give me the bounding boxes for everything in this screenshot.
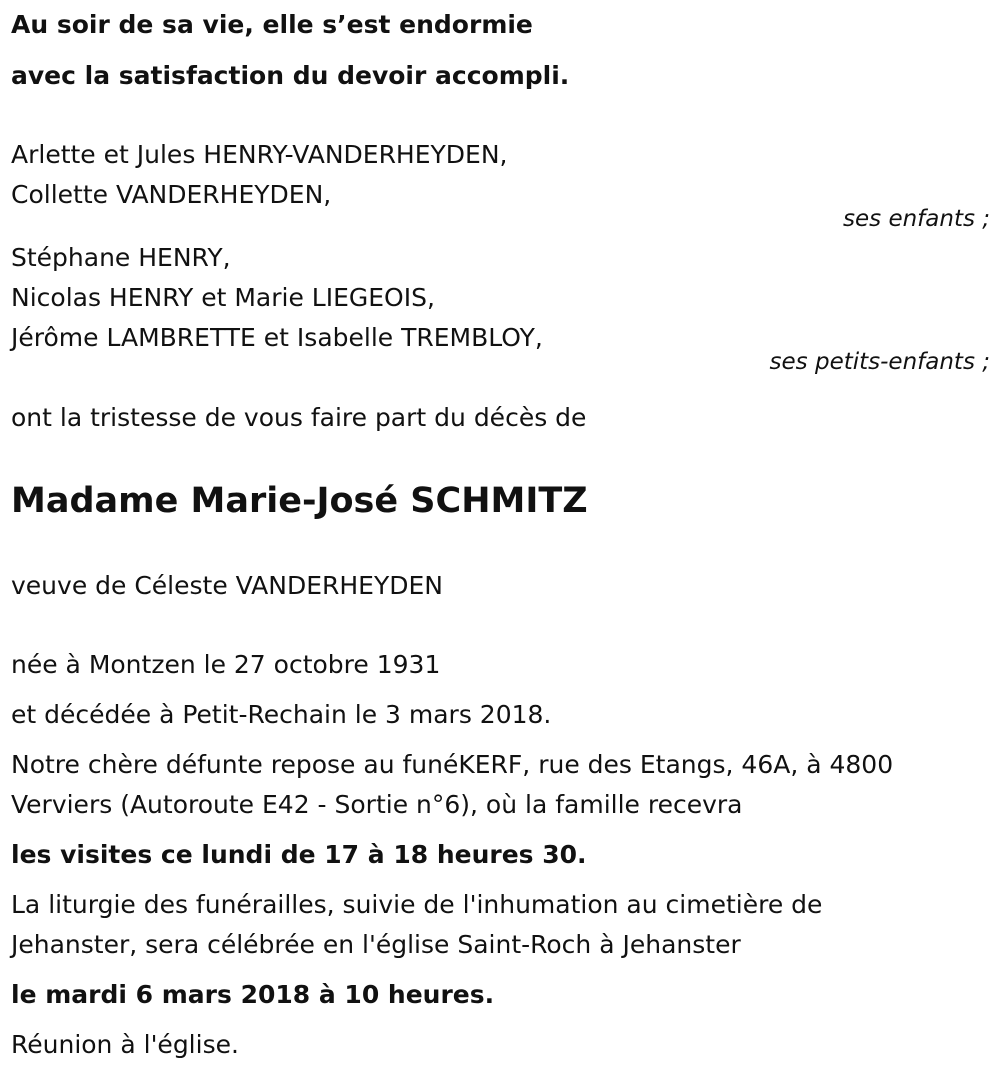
child-name: Arlette et Jules HENRY-VANDERHEYDEN, <box>11 140 508 169</box>
funeral-line-1: La liturgie des funérailles, suivie de l'inhumation au cimetière de <box>11 890 823 919</box>
deceased-name: Madame Marie-José SCHMITZ <box>11 481 588 521</box>
death-text: et décédée à Petit-Rechain le 3 mars 2018. <box>11 700 552 729</box>
epigraph-line-2: avec la satisfaction du devoir accompli. <box>11 61 570 90</box>
birth-text: née à Montzen le 27 octobre 1931 <box>11 650 441 679</box>
visitation-hours: les visites ce lundi de 17 à 18 heures 30. <box>11 840 587 869</box>
announcement-text: ont la tristesse de vous faire part du décès de <box>11 403 587 432</box>
children-role-label: ses enfants ; <box>843 206 990 232</box>
grandchild-name: Nicolas HENRY et Marie LIEGEOIS, <box>11 283 435 312</box>
funeral-line-2: Jehanster, sera célébrée en l'église Saint-Roch à Jehanster <box>11 930 741 959</box>
grandchildren-role-label: ses petits-enfants ; <box>769 349 990 375</box>
grandchild-name: Stéphane HENRY, <box>11 243 231 272</box>
spouse-text: veuve de Céleste VANDERHEYDEN <box>11 571 443 600</box>
meeting-text: Réunion à l'église. <box>11 1030 239 1059</box>
epigraph-line-1: Au soir de sa vie, elle s’est endormie <box>11 10 533 39</box>
grandchild-name: Jérôme LAMBRETTE et Isabelle TREMBLOY, <box>11 323 543 352</box>
funeral-date: le mardi 6 mars 2018 à 10 heures. <box>11 980 495 1009</box>
visitation-line-2: Verviers (Autoroute E42 - Sortie n°6), où la famille recevra <box>11 790 743 819</box>
visitation-line-1: Notre chère défunte repose au funéKERF, rue des Etangs, 46A, à 4800 <box>11 750 894 779</box>
child-name: Collette VANDERHEYDEN, <box>11 180 332 209</box>
